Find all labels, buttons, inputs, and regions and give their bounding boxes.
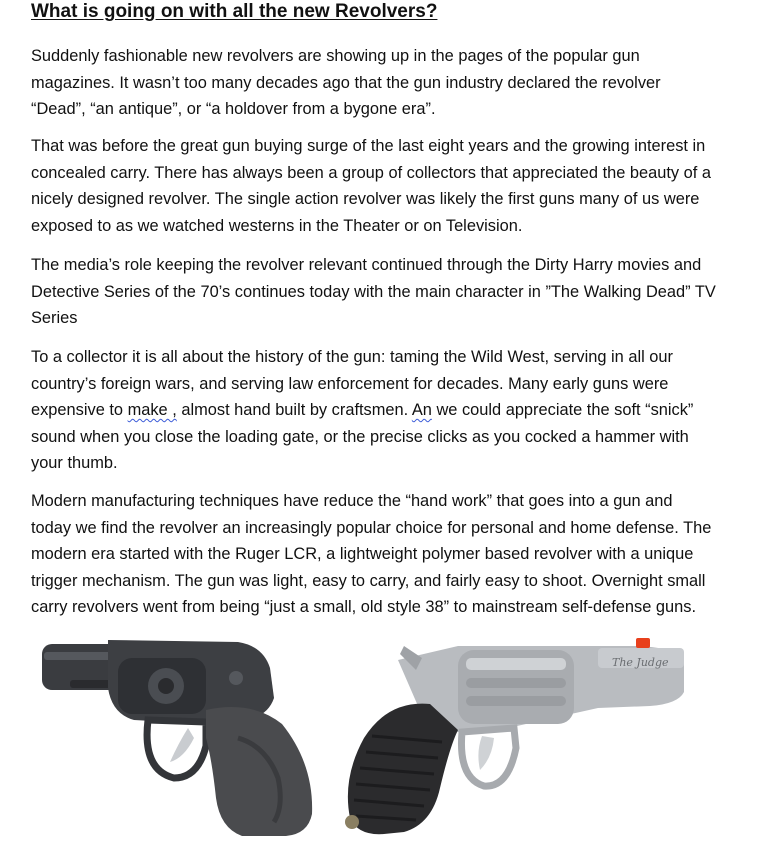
- spellcheck-underline[interactable]: make ,: [127, 401, 177, 419]
- paragraph-line: your thumb.: [31, 454, 118, 472]
- paragraph-line: sound when you close the loading gate, or the precise clicks as you cocked a hammer with: [31, 427, 689, 446]
- paragraph-line: country’s foreign wars, and serving law enforcement for decades. Many early guns were: [31, 374, 669, 393]
- paragraph-line: Detective Series of the 70’s continues today with the main character in ”The Walking Dead” TV: [31, 282, 716, 301]
- paragraph-line: modern era started with the Ruger LCR, a lightweight polymer based revolver with a unique: [31, 545, 694, 563]
- paragraph-line: nicely designed revolver. The single action revolver was likely the first guns many of us were: [31, 190, 700, 208]
- article-title: What is going on with all the new Revolvers?: [31, 1, 438, 22]
- paragraph-5: [31, 488, 747, 621]
- judge-engraving: The Judge: [612, 656, 669, 669]
- paragraph-line: carry revolvers went from being “just a small, old style 38” to mainstream self-defense guns.: [31, 598, 696, 616]
- paragraph-line: magazines. It wasn’t too many decades ago that the gun industry declared the revolver: [31, 73, 661, 92]
- paragraph-line: Modern manufacturing techniques have reduce the “hand work” that goes into a gun and: [31, 492, 673, 510]
- ruger-lcr-image: [42, 640, 312, 836]
- paragraph-line: Suddenly fashionable new revolvers are showing up in the pages of the popular gun: [31, 47, 640, 65]
- paragraph-line: concealed carry. There has always been a group of collectors that appreciated the beauty of a: [31, 163, 712, 182]
- revolver-photos: [38, 628, 688, 838]
- spellcheck-underline[interactable]: An: [411, 401, 432, 419]
- paragraph-line-with-spellcheck: [31, 397, 747, 424]
- paragraph-line: To a collector it is all about the history of the gun: taming the Wild West, serving in all our: [31, 348, 673, 366]
- taurus-judge-image: [345, 638, 684, 834]
- paragraph-line: That was before the great gun buying surge of the last eight years and the growing interest in: [31, 137, 706, 155]
- paragraph-line: exposed to as we watched westerns in the Theater or on Television.: [31, 216, 523, 235]
- paragraph-line: The media’s role keeping the revolver relevant continued through the Dirty Harry movies and: [31, 256, 702, 274]
- paragraph-line: “Dead”, “an antique”, or “a holdover from a bygone era”.: [31, 100, 436, 118]
- paragraph-3: [31, 252, 747, 332]
- paragraph-line: Series: [31, 309, 78, 327]
- text-segment: we could appreciate the soft “snick”: [431, 401, 694, 419]
- paragraph-line: trigger mechanism. The gun was light, easy to carry, and fairly easy to shoot. Overnight small: [31, 571, 706, 590]
- text-segment: almost hand built by craftsmen.: [176, 401, 412, 419]
- revolver-illustration: [38, 628, 688, 838]
- text-segment: expensive to: [31, 401, 128, 419]
- paragraph-2: [31, 133, 747, 239]
- paragraph-4: [31, 344, 747, 477]
- paragraph-line: today we find the revolver an increasingly popular choice for personal and home defense. The: [31, 518, 712, 537]
- paragraph-1: [31, 43, 747, 123]
